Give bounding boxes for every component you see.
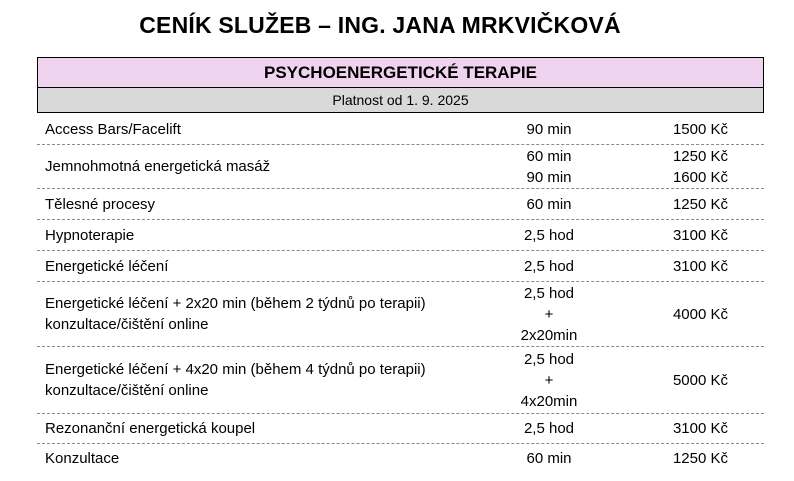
service-name: Rezonanční energetická koupel <box>45 420 256 437</box>
service-name: Energetické léčení + 2x20 min (během 2 týdnů po terapii) konzultace/čištění online <box>45 295 426 333</box>
section-title: PSYCHOENERGETICKÉ TERAPIE <box>37 57 764 88</box>
page-title: CENÍK SLUŽEB – ING. JANA MRKVIČKOVÁ <box>139 12 621 38</box>
service-price: 5000 Kč <box>672 371 728 389</box>
service-price: 4000 Kč <box>672 305 728 323</box>
service-duration: 60 min <box>526 449 572 467</box>
service-duration: 2,5 hod <box>523 226 575 244</box>
service-price: 1250 Kč 1600 Kč <box>672 147 728 186</box>
validity-date: Platnost od 1. 9. 2025 <box>37 88 764 113</box>
service-name: Hypnoterapie <box>45 226 135 244</box>
service-duration: 60 min 90 min <box>526 147 572 186</box>
table-row <box>37 347 764 414</box>
service-name: Energetické léčení + 4x20 min (během 4 týdnů po terapii) konzultace/čištění online <box>45 361 426 399</box>
service-price: 1250 Kč <box>672 449 728 467</box>
table-row <box>37 414 764 444</box>
table-row <box>37 220 764 251</box>
service-price: 3100 Kč <box>672 257 728 275</box>
table-row <box>37 114 764 145</box>
service-price: 1500 Kč <box>672 120 728 138</box>
service-duration: 90 min <box>526 120 572 138</box>
service-duration: 2,5 hod <box>523 420 575 437</box>
service-duration: 60 min <box>526 195 572 213</box>
service-duration: 2,5 hod + 2x20min <box>520 284 578 344</box>
service-price: 3100 Kč <box>672 420 728 437</box>
service-duration: 2,5 hod + 4x20min <box>520 350 578 410</box>
price-list <box>37 114 764 472</box>
table-row <box>37 282 764 347</box>
table-row <box>37 189 764 220</box>
service-price: 1250 Kč <box>672 195 728 213</box>
service-name: Energetické léčení <box>45 257 169 275</box>
service-price: 3100 Kč <box>672 226 728 244</box>
service-duration: 2,5 hod <box>523 257 575 275</box>
table-row <box>37 145 764 189</box>
table-row <box>37 251 764 282</box>
service-name: Tělesné procesy <box>45 195 156 213</box>
service-name: Konzultace <box>45 449 120 467</box>
service-name: Access Bars/Facelift <box>45 120 181 138</box>
table-row <box>37 444 764 472</box>
service-name: Jemnohmotná energetická masáž <box>45 158 271 175</box>
